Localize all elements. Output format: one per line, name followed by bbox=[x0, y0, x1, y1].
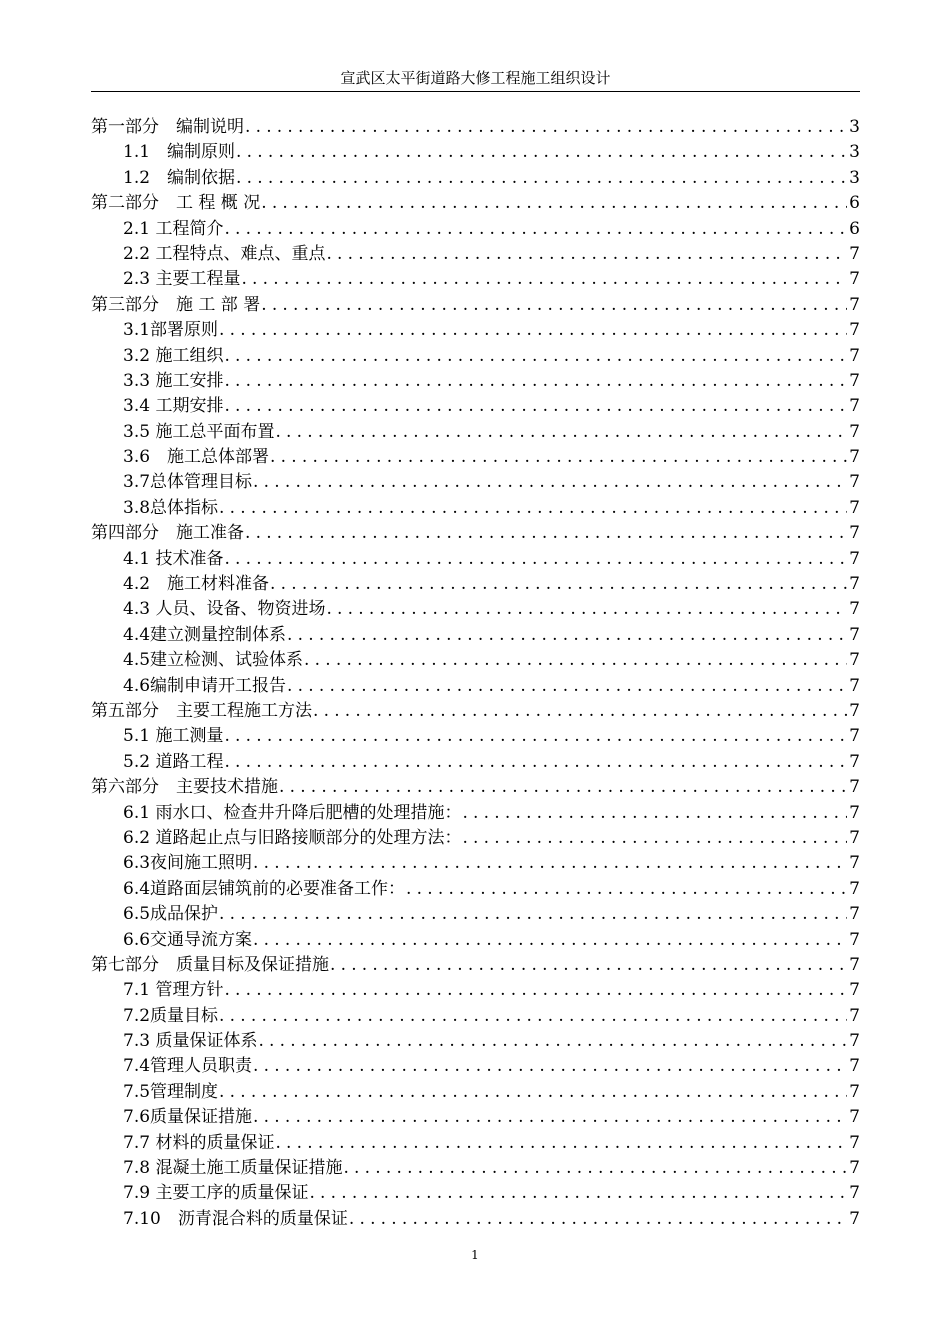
toc-dot-leader bbox=[462, 826, 847, 851]
toc-entry-page: 7 bbox=[849, 1081, 860, 1102]
toc-subsection-entry bbox=[91, 623, 860, 648]
toc-subsection-entry bbox=[91, 674, 860, 699]
toc-dot-leader bbox=[287, 623, 847, 648]
toc-dot-leader bbox=[219, 902, 847, 927]
toc-entry-page: 7 bbox=[849, 1158, 860, 1179]
toc-subsection-entry bbox=[91, 217, 860, 242]
toc-entry-title: 6.6交通导流方案 bbox=[123, 929, 253, 950]
toc-entry-title: 3.1部署原则 bbox=[123, 320, 219, 341]
toc-entry-page: 7 bbox=[849, 497, 860, 518]
toc-entry-title: 5.1 施工测量 bbox=[123, 726, 224, 747]
toc-dot-leader bbox=[349, 1207, 847, 1232]
toc-entry-title: 3.3 施工安排 bbox=[123, 370, 224, 391]
toc-subsection-entry bbox=[91, 724, 860, 749]
toc-subsection-entry bbox=[91, 369, 860, 394]
toc-dot-leader bbox=[224, 978, 847, 1003]
page-number: 1 bbox=[471, 1248, 479, 1262]
toc-entry-title: 第五部分 主要工程施工方法 bbox=[91, 700, 312, 721]
toc-dot-leader bbox=[236, 166, 847, 191]
toc-entry-page: 7 bbox=[849, 320, 860, 341]
toc-entry-title: 6.1 雨水口、检查井升降后肥槽的处理措施： bbox=[123, 802, 462, 823]
toc-entry-page: 7 bbox=[849, 1056, 860, 1077]
toc-dot-leader bbox=[330, 953, 847, 978]
toc-dot-leader bbox=[253, 470, 847, 495]
toc-subsection-entry bbox=[91, 877, 860, 902]
toc-entry-title: 第三部分 施 工 部 署 bbox=[91, 294, 261, 315]
toc-entry-title: 2.2 工程特点、难点、重点 bbox=[123, 243, 326, 264]
toc-entry-page: 7 bbox=[849, 1107, 860, 1128]
toc-dot-leader bbox=[224, 394, 847, 419]
toc-dot-leader bbox=[241, 267, 847, 292]
toc-subsection-entry bbox=[91, 420, 860, 445]
toc-subsection-entry bbox=[91, 1054, 860, 1079]
toc-dot-leader bbox=[462, 801, 847, 826]
toc-entry-title: 3.8总体指标 bbox=[123, 497, 219, 518]
toc-dot-leader bbox=[253, 1105, 847, 1130]
toc-entry-page: 7 bbox=[849, 548, 860, 569]
toc-entry-title: 7.3 质量保证体系 bbox=[123, 1031, 258, 1052]
toc-entry-title: 4.6编制申请开工报告 bbox=[123, 675, 287, 696]
toc-subsection-entry bbox=[91, 166, 860, 191]
toc-dot-leader bbox=[224, 217, 847, 242]
toc-entry-page: 7 bbox=[849, 954, 860, 975]
toc-subsection-entry bbox=[91, 928, 860, 953]
toc-subsection-entry bbox=[91, 1105, 860, 1130]
toc-dot-leader bbox=[224, 547, 847, 572]
toc-dot-leader bbox=[224, 344, 847, 369]
toc-entry-title: 6.3夜间施工照明 bbox=[123, 853, 253, 874]
toc-dot-leader bbox=[219, 318, 847, 343]
toc-section-entry bbox=[91, 699, 860, 724]
toc-dot-leader bbox=[219, 1004, 847, 1029]
toc-entry-title: 1.2 编制依据 bbox=[123, 167, 236, 188]
toc-entry-page: 7 bbox=[849, 421, 860, 442]
toc-subsection-entry bbox=[91, 1156, 860, 1181]
toc-dot-leader bbox=[261, 191, 847, 216]
toc-entry-title: 第四部分 施工准备 bbox=[91, 523, 244, 544]
toc-entry-page: 7 bbox=[849, 1005, 860, 1026]
toc-dot-leader bbox=[270, 445, 847, 470]
toc-section-entry bbox=[91, 293, 860, 318]
toc-dot-leader bbox=[236, 140, 847, 165]
toc-entry-title: 第一部分 编制说明 bbox=[91, 117, 244, 137]
toc-entry-page: 7 bbox=[849, 599, 860, 620]
toc-entry-title: 6.5成品保护 bbox=[123, 904, 219, 925]
toc-subsection-entry bbox=[91, 470, 860, 495]
toc-entry-title: 7.9 主要工序的质量保证 bbox=[123, 1183, 309, 1204]
toc-entry-page: 6 bbox=[849, 193, 860, 214]
toc-entry-page: 7 bbox=[849, 675, 860, 696]
toc-entry-page: 7 bbox=[849, 650, 860, 671]
toc-entry-page: 7 bbox=[849, 1132, 860, 1153]
toc-entry-page: 7 bbox=[849, 929, 860, 950]
toc-subsection-entry bbox=[91, 1207, 860, 1232]
toc-entry-title: 7.10 沥青混合料的质量保证 bbox=[123, 1208, 348, 1229]
toc-subsection-entry bbox=[91, 1181, 860, 1206]
toc-dot-leader bbox=[245, 115, 847, 140]
toc-entry-page: 7 bbox=[849, 396, 860, 417]
toc-subsection-entry bbox=[91, 318, 860, 343]
toc-subsection-entry bbox=[91, 344, 860, 369]
toc-entry-page: 7 bbox=[849, 1031, 860, 1052]
toc-dot-leader bbox=[275, 420, 847, 445]
toc-entry-title: 7.1 管理方针 bbox=[123, 980, 224, 1001]
toc-subsection-entry bbox=[91, 394, 860, 419]
toc-entry-page: 7 bbox=[849, 853, 860, 874]
toc-entry-title: 第六部分 主要技术措施 bbox=[91, 777, 278, 798]
toc-entry-title: 3.6 施工总体部署 bbox=[123, 447, 270, 468]
toc-dot-leader bbox=[253, 851, 847, 876]
toc-subsection-entry bbox=[91, 242, 860, 267]
toc-entry-page: 7 bbox=[849, 624, 860, 645]
toc-section-entry bbox=[91, 953, 860, 978]
toc-entry-title: 4.3 人员、设备、物资进场 bbox=[123, 599, 326, 620]
toc-entry-page: 7 bbox=[849, 574, 860, 595]
toc-subsection-entry bbox=[91, 547, 860, 572]
toc-dot-leader bbox=[326, 242, 847, 267]
toc-subsection-entry bbox=[91, 140, 860, 165]
toc-dot-leader bbox=[245, 521, 847, 546]
toc-entry-page: 7 bbox=[849, 777, 860, 798]
toc-entry-page: 7 bbox=[849, 827, 860, 848]
toc-entry-page: 7 bbox=[849, 700, 860, 721]
toc-dot-leader bbox=[261, 293, 847, 318]
toc-dot-leader bbox=[304, 648, 847, 673]
toc-entry-title: 7.6质量保证措施 bbox=[123, 1107, 253, 1128]
toc-entry-page: 6 bbox=[849, 218, 860, 239]
toc-entry-page: 7 bbox=[849, 523, 860, 544]
toc-entry-title: 2.1 工程简介 bbox=[123, 218, 224, 239]
toc-entry-title: 第七部分 质量目标及保证措施 bbox=[91, 954, 329, 975]
toc-dot-leader bbox=[275, 1131, 847, 1156]
toc-entry-page: 7 bbox=[849, 345, 860, 366]
toc-dot-leader bbox=[279, 775, 847, 800]
toc-entry-title: 3.7总体管理目标 bbox=[123, 472, 253, 493]
toc-dot-leader bbox=[219, 1080, 847, 1105]
toc-entry-title: 1.1 编制原则 bbox=[123, 142, 236, 163]
toc-entry-title: 6.4道路面层铺筑前的必要准备工作： bbox=[123, 878, 406, 899]
toc-entry-title: 3.5 施工总平面布置 bbox=[123, 421, 275, 442]
toc-entry-page: 7 bbox=[849, 980, 860, 1001]
toc-entry-page: 3 bbox=[849, 142, 860, 163]
toc-dot-leader bbox=[309, 1181, 847, 1206]
toc-entry-page: 7 bbox=[849, 904, 860, 925]
toc-entry-title: 3.2 施工组织 bbox=[123, 345, 224, 366]
toc-section-entry bbox=[91, 191, 860, 216]
toc-section-entry bbox=[91, 521, 860, 546]
toc-subsection-entry bbox=[91, 648, 860, 673]
toc-entry-title: 7.4管理人员职责 bbox=[123, 1056, 253, 1077]
toc-entry-title: 3.4 工期安排 bbox=[123, 396, 224, 417]
toc-section-entry bbox=[91, 115, 860, 140]
toc-subsection-entry bbox=[91, 496, 860, 521]
toc-entry-page: 7 bbox=[849, 878, 860, 899]
header-divider bbox=[91, 91, 860, 92]
toc-subsection-entry bbox=[91, 1004, 860, 1029]
toc-entry-title: 5.2 道路工程 bbox=[123, 751, 224, 772]
toc-dot-leader bbox=[326, 597, 847, 622]
toc-subsection-entry bbox=[91, 1029, 860, 1054]
toc-subsection-entry bbox=[91, 851, 860, 876]
toc-dot-leader bbox=[219, 496, 847, 521]
toc-entry-title: 2.3 主要工程量 bbox=[123, 269, 241, 290]
toc-dot-leader bbox=[270, 572, 847, 597]
toc-entry-page: 3 bbox=[849, 167, 860, 188]
toc-subsection-entry bbox=[91, 826, 860, 851]
toc-dot-leader bbox=[258, 1029, 847, 1054]
toc-entry-page: 7 bbox=[849, 802, 860, 823]
toc-subsection-entry bbox=[91, 572, 860, 597]
toc-subsection-entry bbox=[91, 597, 860, 622]
toc-subsection-entry bbox=[91, 267, 860, 292]
toc-entry-page: 7 bbox=[849, 751, 860, 772]
toc-entry-title: 7.8 混凝土施工质量保证措施 bbox=[123, 1158, 343, 1179]
toc-entry-title: 4.2 施工材料准备 bbox=[123, 574, 270, 595]
table-of-contents bbox=[91, 115, 860, 1232]
toc-dot-leader bbox=[406, 877, 847, 902]
toc-entry-page: 7 bbox=[849, 269, 860, 290]
toc-subsection-entry bbox=[91, 1131, 860, 1156]
toc-subsection-entry bbox=[91, 801, 860, 826]
toc-subsection-entry bbox=[91, 978, 860, 1003]
toc-subsection-entry bbox=[91, 902, 860, 927]
toc-entry-page: 3 bbox=[849, 117, 860, 137]
toc-dot-leader bbox=[343, 1156, 847, 1181]
toc-subsection-entry bbox=[91, 445, 860, 470]
toc-entry-page: 7 bbox=[849, 1183, 860, 1204]
toc-entry-title: 第二部分 工 程 概 况 bbox=[91, 193, 261, 214]
toc-entry-title: 6.2 道路起止点与旧路接顺部分的处理方法： bbox=[123, 827, 462, 848]
toc-entry-page: 7 bbox=[849, 447, 860, 468]
toc-subsection-entry bbox=[91, 750, 860, 775]
toc-entry-page: 7 bbox=[849, 726, 860, 747]
toc-entry-page: 7 bbox=[849, 294, 860, 315]
toc-subsection-entry bbox=[91, 1080, 860, 1105]
toc-dot-leader bbox=[224, 724, 847, 749]
toc-entry-title: 4.1 技术准备 bbox=[123, 548, 224, 569]
toc-entry-page: 7 bbox=[849, 1208, 860, 1229]
toc-dot-leader bbox=[224, 750, 847, 775]
toc-dot-leader bbox=[313, 699, 847, 724]
toc-section-entry bbox=[91, 775, 860, 800]
toc-entry-page: 7 bbox=[849, 472, 860, 493]
toc-dot-leader bbox=[224, 369, 847, 394]
toc-entry-title: 7.7 材料的质量保证 bbox=[123, 1132, 275, 1153]
toc-entry-title: 7.2质量目标 bbox=[123, 1005, 219, 1026]
page-header-title: 宣武区太平街道路大修工程施工组织设计 bbox=[340, 69, 611, 87]
toc-dot-leader bbox=[253, 928, 847, 953]
toc-entry-title: 4.4建立测量控制体系 bbox=[123, 624, 287, 645]
toc-dot-leader bbox=[253, 1054, 847, 1079]
toc-entry-title: 4.5建立检测、试验体系 bbox=[123, 650, 304, 671]
toc-entry-page: 7 bbox=[849, 243, 860, 264]
toc-entry-title: 7.5管理制度 bbox=[123, 1081, 219, 1102]
toc-dot-leader bbox=[287, 674, 847, 699]
toc-entry-page: 7 bbox=[849, 370, 860, 391]
